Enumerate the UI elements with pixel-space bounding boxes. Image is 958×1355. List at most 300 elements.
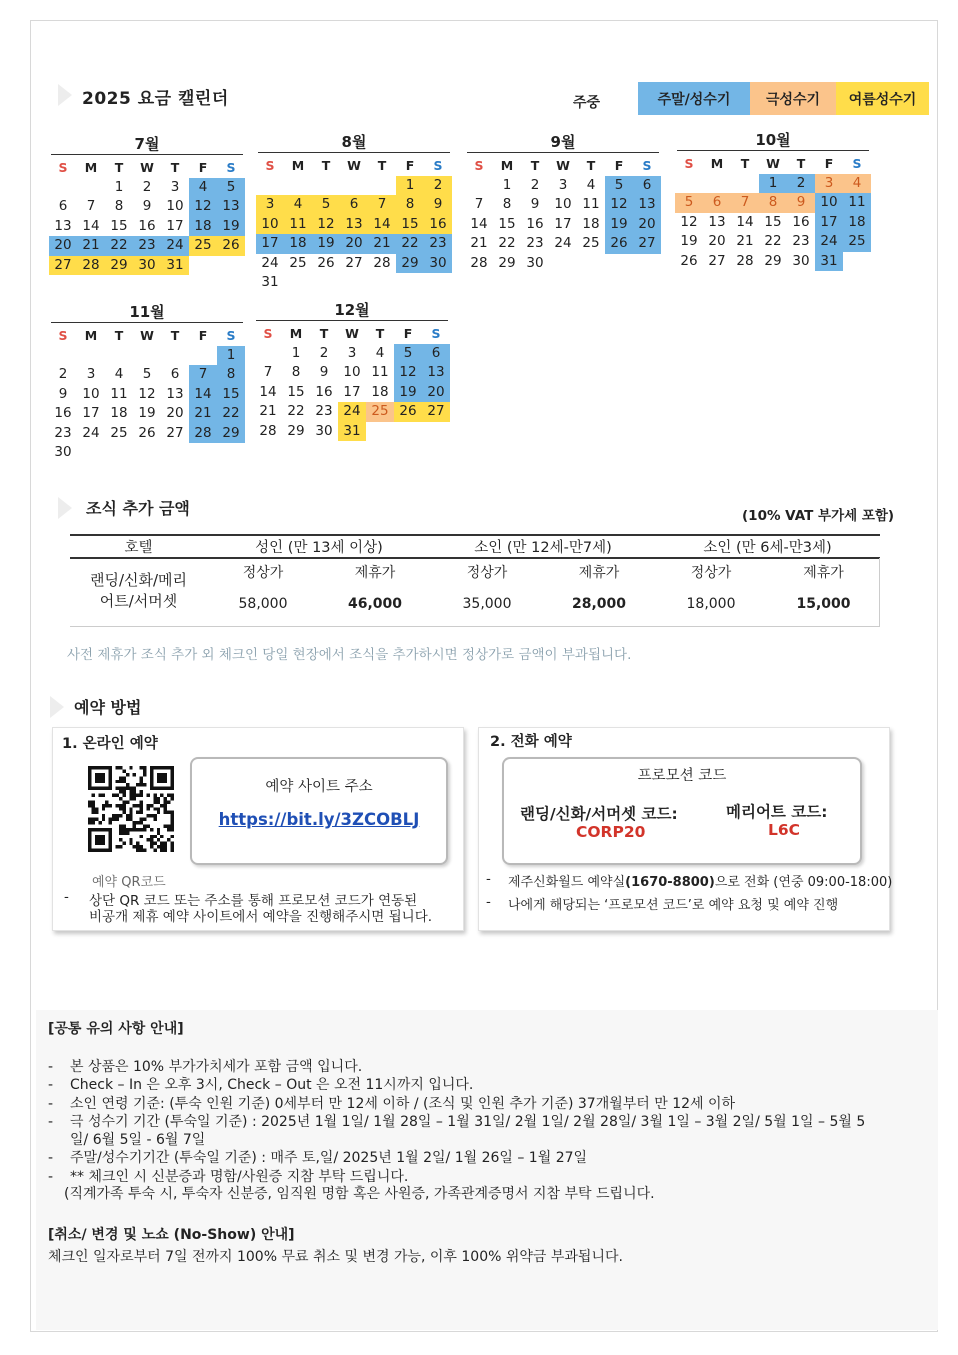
online-desc-dash: -: [64, 889, 69, 905]
day-cell: 26: [394, 402, 422, 422]
weekday-label: F: [405, 158, 415, 173]
empty-day-cell: [284, 273, 312, 293]
day-cell: 2: [319, 344, 329, 361]
day-cell: 22: [217, 404, 245, 424]
day-cell: 21: [368, 234, 396, 254]
month-title-underline: [51, 154, 243, 155]
empty-day-cell: [133, 443, 161, 463]
empty-day-cell: [366, 422, 394, 442]
weekday-label: T: [170, 160, 180, 175]
day-cell: 14: [189, 385, 217, 405]
hotel-name-line1: 랜딩/신화/메리: [89, 571, 188, 589]
phone-number[interactable]: (1670-8800): [625, 875, 715, 890]
day-cell: 28: [77, 256, 105, 276]
weekday-label: M: [500, 158, 514, 173]
day-cell: 15: [217, 385, 245, 405]
day-cell: 27: [633, 234, 661, 254]
weekday-label: W: [140, 160, 154, 175]
day-cell: 11: [843, 193, 871, 213]
day-cell: 14: [82, 217, 100, 234]
day-cell: 5: [312, 195, 340, 215]
day-cell: 24: [815, 232, 843, 252]
day-cell: 4: [375, 344, 385, 361]
week-row: [675, 174, 871, 194]
day-cell: 26: [138, 424, 156, 441]
month-calendar: [256, 132, 452, 293]
weekday-label: S: [642, 158, 652, 173]
day-cell: 9: [787, 193, 815, 213]
promo-title: 프로모션 코드: [637, 768, 727, 784]
day-cell: 13: [633, 195, 661, 215]
day-cell: 6: [340, 195, 368, 215]
month-title-underline: [258, 152, 450, 153]
day-cell: 5: [142, 366, 152, 382]
day-cell: 26: [217, 236, 245, 256]
empty-day-cell: [396, 273, 424, 293]
day-cell: 29: [396, 254, 424, 274]
list-item: - 주말/성수기기간 (투숙일 기준) : 매주 토,일/ 2025년 1월 2일/ 1월 26일 – 1월 27일: [48, 1149, 908, 1167]
hotel-name-cell: [70, 558, 207, 623]
week-row: [254, 402, 450, 422]
day-cell: 19: [605, 215, 633, 235]
day-cell: 12: [394, 363, 422, 383]
day-cell: 9: [319, 364, 329, 380]
weekday-header: [256, 156, 452, 176]
weekday-header: [49, 158, 245, 178]
day-cell: 5: [394, 344, 422, 364]
notice-list: [48, 1058, 908, 1186]
empty-day-cell: [49, 178, 77, 198]
day-cell: 18: [582, 215, 600, 232]
day-cell: 2: [530, 176, 540, 193]
day-cell: 10: [166, 198, 184, 214]
price-cell: 35,000: [462, 596, 512, 612]
empty-day-cell: [731, 174, 759, 194]
day-cell: 30: [792, 252, 810, 269]
weekday-header: [465, 156, 661, 176]
header-adult: 성인 (만 13세 이상): [207, 535, 431, 558]
day-cell: 19: [312, 234, 340, 254]
online-desc-line2: 비공개 제휴 예약 사이트에서 예약을 진행해주시면 됩니다.: [89, 909, 433, 925]
day-cell: 22: [764, 233, 782, 249]
day-cell: 20: [708, 233, 726, 249]
day-cell: 21: [189, 404, 217, 424]
day-cell: 5: [605, 176, 633, 196]
week-row: [256, 254, 452, 274]
day-cell: 11: [582, 196, 600, 212]
regular-price-label: 정상가: [690, 565, 732, 581]
day-cell: 20: [49, 236, 77, 256]
day-cell: 29: [287, 422, 305, 439]
day-cell: 10: [256, 215, 284, 235]
weekday-label: S: [226, 328, 236, 343]
empty-day-cell: [77, 346, 105, 366]
day-cell: 18: [110, 405, 128, 421]
empty-day-cell: [133, 346, 161, 366]
empty-day-cell: [633, 254, 661, 274]
legend-summer: 여름성수기: [836, 82, 929, 115]
day-cell: 24: [338, 402, 366, 422]
day-cell: 29: [498, 254, 516, 271]
day-cell: 6: [422, 344, 450, 364]
week-row: [49, 256, 245, 276]
weekday-label: S: [852, 156, 862, 171]
week-row: [675, 213, 871, 233]
week-row: [49, 404, 245, 424]
partner-price-label: 제휴가: [578, 565, 620, 581]
empty-day-cell: [368, 176, 396, 196]
weekday-label: S: [58, 160, 68, 175]
day-cell: 14: [368, 215, 396, 235]
day-cell: 3: [558, 176, 568, 193]
weekday-label: F: [198, 328, 208, 343]
day-cell: 13: [166, 385, 184, 402]
day-cell: 2: [58, 366, 68, 382]
day-cell: 24: [161, 236, 189, 256]
day-cell: 26: [680, 252, 698, 269]
weekday-header: [675, 154, 871, 174]
weekday-label: M: [289, 326, 303, 341]
week-row: [49, 443, 245, 463]
month-title: 7월: [134, 135, 160, 153]
week-row: [675, 232, 871, 252]
weekday-label: M: [84, 328, 98, 343]
empty-day-cell: [77, 178, 105, 198]
weekday-label: W: [347, 158, 361, 173]
day-cell: 26: [605, 234, 633, 254]
month-calendar: [675, 130, 871, 271]
empty-day-cell: [312, 176, 340, 196]
section-arrow-icon: [58, 84, 72, 106]
day-cell: 23: [792, 233, 810, 249]
week-row: [256, 195, 452, 215]
empty-day-cell: [312, 273, 340, 293]
empty-day-cell: [394, 422, 422, 442]
empty-day-cell: [77, 443, 105, 463]
partner-price-label: 제휴가: [803, 565, 844, 581]
day-cell: 20: [340, 234, 368, 254]
day-cell: 14: [259, 383, 277, 400]
day-cell: 14: [470, 215, 488, 232]
notice-extra: (직계가족 투숙 시, 투숙자 신분증, 임직원 명함 혹은 사원증, 가족관계증명서 지참 부탁 드립니다.: [64, 1186, 655, 1202]
day-cell: 5: [217, 178, 245, 198]
day-cell: 21: [259, 403, 277, 419]
day-cell: 22: [105, 236, 133, 256]
day-cell: 25: [582, 235, 600, 251]
day-cell: 7: [368, 195, 396, 215]
weekday-label: T: [114, 160, 124, 175]
empty-day-cell: [254, 344, 282, 364]
day-cell: 3: [347, 344, 357, 361]
day-cell: 22: [498, 235, 516, 251]
day-cell: 27: [166, 424, 184, 441]
empty-day-cell: [256, 176, 284, 196]
empty-day-cell: [161, 346, 189, 366]
day-cell: 23: [315, 403, 333, 419]
month-title-underline: [467, 152, 659, 153]
day-cell: 5: [675, 193, 703, 213]
qr-code-icon[interactable]: [88, 766, 174, 852]
day-cell: 9: [58, 385, 68, 402]
week-row: [675, 193, 871, 213]
month-title-underline: [51, 322, 243, 323]
month-calendar: [254, 300, 450, 441]
day-cell: 19: [394, 383, 422, 403]
phone-desc-line1-post: 으로 전화 (연중 09:00-18:00): [714, 875, 893, 890]
weekday-label: F: [403, 326, 413, 341]
price-cell: 58,000: [238, 596, 288, 612]
day-cell: 30: [526, 254, 544, 271]
day-cell: 28: [373, 254, 391, 271]
week-row: [49, 236, 245, 256]
legend-peak: 극성수기: [750, 82, 836, 115]
day-cell: 22: [396, 234, 424, 254]
month-title: 11월: [129, 303, 165, 321]
week-row: [256, 273, 452, 293]
day-cell: 9: [424, 195, 452, 215]
weekday-label: S: [474, 158, 484, 173]
day-cell: 27: [708, 252, 726, 269]
weekday-label: T: [740, 156, 750, 171]
day-cell: 12: [680, 213, 698, 230]
week-row: [49, 178, 245, 198]
empty-day-cell: [422, 422, 450, 442]
day-cell: 9: [530, 196, 540, 212]
day-cell: 1: [502, 176, 512, 193]
regular-price-label: 정상가: [242, 565, 284, 581]
day-cell: 25: [843, 232, 871, 252]
day-cell: 25: [289, 254, 307, 271]
day-cell: 20: [166, 405, 184, 421]
month-title-underline: [256, 320, 448, 321]
day-cell: 13: [54, 217, 72, 234]
day-cell: 3: [256, 195, 284, 215]
promo-code1-value: CORP20: [576, 823, 646, 841]
day-cell: 30: [424, 254, 452, 274]
day-cell: 7: [86, 198, 96, 214]
day-cell: 13: [422, 363, 450, 383]
reservation-title: 예약 방법: [74, 698, 142, 717]
phone-heading: 2. 전화 예약: [490, 734, 572, 750]
weekday-label: S: [226, 160, 236, 175]
empty-day-cell: [424, 273, 452, 293]
week-row: [465, 195, 661, 215]
day-cell: 31: [261, 274, 279, 290]
weekday-header: [49, 326, 245, 346]
weekday-label: M: [710, 156, 724, 171]
breakfast-note: 사전 제휴가 조식 추가 외 체크인 당일 현장에서 조식을 추가하시면 정상가로 금액이 부과됩니다.: [67, 647, 632, 663]
day-cell: 3: [86, 366, 96, 382]
weekday-label: T: [375, 326, 385, 341]
day-cell: 6: [170, 366, 180, 382]
day-cell: 7: [731, 193, 759, 213]
day-cell: 28: [259, 422, 277, 439]
empty-day-cell: [843, 252, 871, 272]
empty-day-cell: [675, 174, 703, 194]
day-cell: 20: [422, 383, 450, 403]
day-cell: 20: [633, 215, 661, 235]
day-cell: 17: [343, 383, 361, 400]
phone-desc-line1-pre: 제주신화월드 예약실: [508, 875, 626, 890]
day-cell: 2: [424, 176, 452, 196]
day-cell: 19: [217, 217, 245, 237]
empty-day-cell: [605, 254, 633, 274]
month-calendar: [49, 302, 245, 463]
weekday-label: S: [431, 326, 441, 341]
day-cell: 18: [843, 213, 871, 233]
week-row: [254, 383, 450, 403]
day-cell: 6: [633, 176, 661, 196]
day-cell: 7: [474, 196, 484, 212]
day-cell: 15: [396, 215, 424, 235]
day-cell: 4: [284, 195, 312, 215]
day-cell: 8: [217, 365, 245, 385]
list-item: - ** 체크인 시 신분증과 명함/사원증 지참 부탁 드립니다.: [48, 1168, 908, 1186]
price-cell: 18,000: [686, 596, 736, 612]
weekday-label: T: [114, 328, 124, 343]
empty-day-cell: [105, 346, 133, 366]
partner-price-label: 제휴가: [354, 565, 396, 581]
empty-day-cell: [577, 254, 605, 274]
day-cell: 8: [502, 196, 512, 212]
weekday-label: S: [433, 158, 443, 173]
cancel-text: 체크인 일자로부터 7일 전까지 100% 무료 취소 및 변경 가능, 이후 100% 위약금 부과됩니다.: [48, 1249, 623, 1265]
day-cell: 3: [815, 174, 843, 194]
empty-day-cell: [189, 346, 217, 366]
weekday-label: W: [140, 328, 154, 343]
weekday-label: T: [170, 328, 180, 343]
day-cell: 24: [82, 424, 100, 441]
empty-day-cell: [284, 176, 312, 196]
weekday-label: S: [265, 158, 275, 173]
day-cell: 16: [315, 383, 333, 400]
empty-day-cell: [703, 174, 731, 194]
legend-weekend: 주말/성수기: [638, 82, 750, 115]
day-cell: 15: [110, 217, 128, 234]
empty-day-cell: [217, 443, 245, 463]
day-cell: 1: [217, 346, 245, 366]
empty-day-cell: [465, 176, 493, 196]
week-row: [256, 176, 452, 196]
vat-note: (10% VAT 부가세 포함): [742, 508, 895, 524]
weekday-label: M: [84, 160, 98, 175]
day-cell: 8: [396, 195, 424, 215]
week-row: [465, 215, 661, 235]
regular-price-label: 정상가: [466, 565, 508, 581]
day-cell: 2: [787, 174, 815, 194]
day-cell: 1: [396, 176, 424, 196]
day-cell: 15: [498, 215, 516, 232]
weekday-label: F: [824, 156, 834, 171]
list-item: - 소인 연령 기준: (투숙 인원 기준) 0세부터 만 12세 이하 / (조식 및 인원 추가 기준) 37개월부터 만 12세 이하: [48, 1095, 908, 1113]
list-item: - 극 성수기 기간 (투숙일 기준) : 2025년 1월 1일/ 1월 28일 – 1월 31일/ 2월 1일/ 2월 28일/ 3월 1일 – 3월 2일/ 5월 1일 – 5월 5일/ 6월 5일 - 6월 7일: [48, 1113, 880, 1150]
weekday-header: [254, 324, 450, 344]
weekday-label: T: [586, 158, 596, 173]
booking-site-link[interactable]: https://bit.ly/3ZCOBLJ: [218, 810, 420, 829]
price-cell: 15,000: [796, 596, 851, 612]
day-cell: 18: [189, 217, 217, 237]
list-item: - Check – In 은 오후 3시, Check – Out 은 오전 11시까지 입니다.: [48, 1076, 908, 1094]
day-cell: 18: [284, 234, 312, 254]
day-cell: 28: [189, 424, 217, 444]
hotel-name-line2: 어트/서머셋: [99, 592, 178, 610]
empty-day-cell: [368, 273, 396, 293]
day-cell: 17: [166, 217, 184, 234]
month-title-underline: [677, 150, 869, 151]
weekday-label: W: [556, 158, 570, 173]
day-cell: 19: [138, 405, 156, 421]
weekday-label: S: [684, 156, 694, 171]
day-cell: 7: [189, 365, 217, 385]
day-cell: 28: [470, 254, 488, 271]
week-row: [254, 363, 450, 383]
empty-day-cell: [217, 256, 245, 276]
day-cell: 12: [605, 195, 633, 215]
day-cell: 4: [114, 366, 124, 382]
day-cell: 4: [586, 176, 596, 193]
week-row: [254, 344, 450, 364]
weekday-label: F: [614, 158, 624, 173]
promo-code2-value: L6C: [768, 821, 801, 839]
empty-day-cell: [161, 443, 189, 463]
table-bottom-border: [70, 626, 880, 627]
day-cell: 16: [138, 217, 156, 234]
day-cell: 10: [82, 385, 100, 402]
day-cell: 29: [105, 256, 133, 276]
month-title: 8월: [341, 133, 367, 151]
month-title: 10월: [755, 131, 791, 149]
day-cell: 4: [843, 174, 871, 194]
day-cell: 9: [142, 198, 152, 214]
weekday-label: M: [291, 158, 305, 173]
day-cell: 23: [526, 235, 544, 251]
day-cell: 11: [371, 364, 389, 380]
day-cell: 18: [371, 383, 389, 400]
booking-site-label: 예약 사이트 주소: [265, 779, 373, 795]
table-right-border: [879, 558, 880, 626]
day-cell: 13: [217, 197, 245, 217]
header-toddler: 소인 (만 6세-만3세): [655, 535, 880, 558]
week-row: [256, 215, 452, 235]
day-cell: 11: [284, 215, 312, 235]
day-cell: 1: [759, 174, 787, 194]
week-row: [465, 176, 661, 196]
day-cell: 16: [526, 215, 544, 232]
phone-desc-dash2: -: [486, 894, 491, 910]
month-calendar: [49, 134, 245, 275]
promo-code1-label: 랜딩/신화/서머셋 코드:: [520, 805, 678, 823]
day-cell: 10: [343, 364, 361, 380]
empty-day-cell: [189, 443, 217, 463]
phone-desc-line1: [508, 871, 892, 890]
legend-weekday: 주중: [573, 95, 601, 111]
week-row: [465, 234, 661, 254]
price-cell: 28,000: [571, 596, 627, 612]
header-child: 소인 (만 12세-만7세): [431, 535, 655, 558]
weekday-label: W: [345, 326, 359, 341]
table-header-row: [70, 535, 880, 558]
weekday-label: T: [319, 326, 329, 341]
day-cell: 31: [815, 252, 843, 272]
week-row: [675, 252, 871, 272]
day-cell: 15: [764, 213, 782, 230]
day-cell: 11: [110, 385, 128, 402]
day-cell: 27: [345, 254, 363, 271]
day-cell: 31: [338, 422, 366, 442]
month-calendar: [465, 132, 661, 273]
day-cell: 16: [792, 213, 810, 230]
day-cell: 13: [708, 213, 726, 230]
